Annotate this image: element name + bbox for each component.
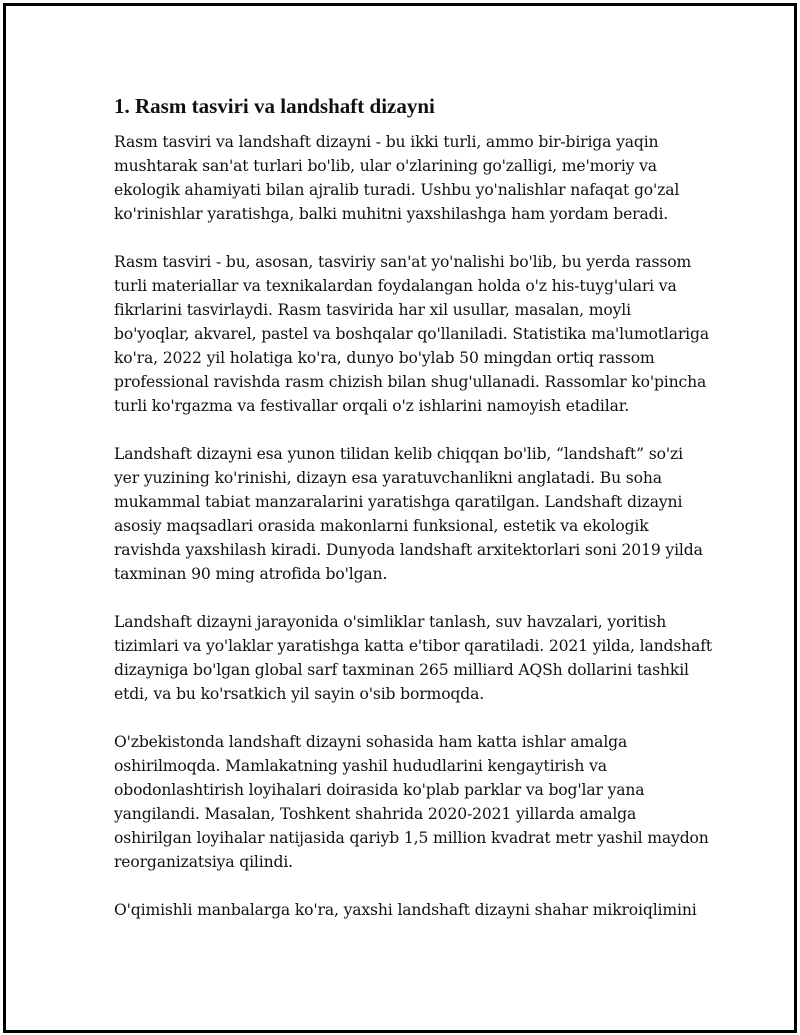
- text-line: turli ko'rgazma va festivallar orqali o'z ishlarini namoyish etadilar.: [114, 397, 630, 415]
- paragraph-uzbekistan: [114, 730, 709, 874]
- text-line: ko'rinishlar yaratishga, balki muhitni yaxshilashga ham yordam beradi.: [114, 205, 669, 223]
- text-line: fikrlarini tasvirlaydi. Rasm tasvirida har xil usullar, masalan, moyli: [114, 301, 631, 319]
- text-line: yer yuzining ko'rinishi, dizayn esa yaratuvchanlikni anglatadi. Bu soha: [114, 469, 662, 487]
- text-line: Rasm tasviri - bu, asosan, tasviriy san'at yo'nalishi bo'lib, bu yerda rassom: [114, 253, 692, 271]
- paragraph-intro: [114, 130, 694, 226]
- text-line: mushtarak san'at turlari bo'lib, ular o'zlarining go'zalligi, me'moriy va: [114, 157, 657, 175]
- text-line: O'qimishli manbalarga ko'ra, yaxshi landshaft dizayni shahar mikroiqlimini: [114, 901, 697, 919]
- text-line: ko'ra, 2022 yil holatiga ko'ra, dunyo bo'ylab 50 mingdan ortiq rassom: [114, 349, 655, 367]
- text-line: ekologik ahamiyati bilan ajralib turadi. Ushbu yo'nalishlar nafaqat go'zal: [114, 181, 680, 199]
- text-line: dizayniga bo'lgan global sarf taxminan 265 milliard AQSh dollarini tashkil: [114, 661, 689, 679]
- text-line: reorganizatsiya qilindi.: [114, 853, 293, 871]
- text-line: turli materiallar va texnikalardan foydalangan holda o'z his-tuyg'ulari va: [114, 277, 677, 295]
- text-line: Landshaft dizayni esa yunon tilidan kelib chiqqan bo'lib, “landshaft” so'zi: [114, 445, 683, 463]
- text-line: yangilandi. Masalan, Toshkent shahrida 2020-2021 yillarda amalga: [114, 805, 637, 823]
- text-line: bo'yoqlar, akvarel, pastel va boshqalar qo'llaniladi. Statistika ma'lumotlariga: [114, 325, 709, 343]
- text-line: etdi, va bu ko'rsatkich yil sayin o'sib bormoqda.: [114, 685, 485, 703]
- paragraph-process: [114, 610, 712, 706]
- paragraph-landscape: [114, 442, 703, 586]
- text-line: oshirilgan loyihalar natijasida qariyb 1,5 million kvadrat metr yashil maydon: [114, 829, 709, 847]
- text-line: mukammal tabiat manzaralarini yaratishga qaratilgan. Landshaft dizayni: [114, 493, 683, 511]
- text-line: O'zbekistonda landshaft dizayni sohasida ham katta ishlar amalga: [114, 733, 628, 751]
- text-line: Rasm tasviri va landshaft dizayni - bu ikki turli, ammo bir-biriga yaqin: [114, 133, 659, 151]
- text-line: oshirilmoqda. Mamlakatning yashil hududlarini kengaytirish va: [114, 757, 607, 775]
- paragraph-painting: [114, 250, 709, 418]
- text-line: tizimlari va yo'laklar yaratishga katta e'tibor qaratiladi. 2021 yilda, landshaft: [114, 637, 712, 655]
- document-body: [114, 92, 712, 946]
- text-line: asosiy maqsadlari orasida makonlarni funksional, estetik va ekologik: [114, 517, 649, 535]
- section-heading: 1. Rasm tasviri va landshaft dizayni: [114, 94, 435, 118]
- text-line: obodonlashtirish loyihalari doirasida ko'plab parklar va bog'lar yana: [114, 781, 645, 799]
- paragraph-microclimate: [114, 898, 697, 922]
- text-line: ravishda yaxshilash kiradi. Dunyoda landshaft arxitektorlari soni 2019 yilda: [114, 541, 703, 559]
- text-line: taxminan 90 ming atrofida bo'lgan.: [114, 565, 388, 583]
- text-line: professional ravishda rasm chizish bilan shug'ullanadi. Rassomlar ko'pincha: [114, 373, 707, 391]
- text-line: Landshaft dizayni jarayonida o'simliklar tanlash, suv havzalari, yoritish: [114, 613, 667, 631]
